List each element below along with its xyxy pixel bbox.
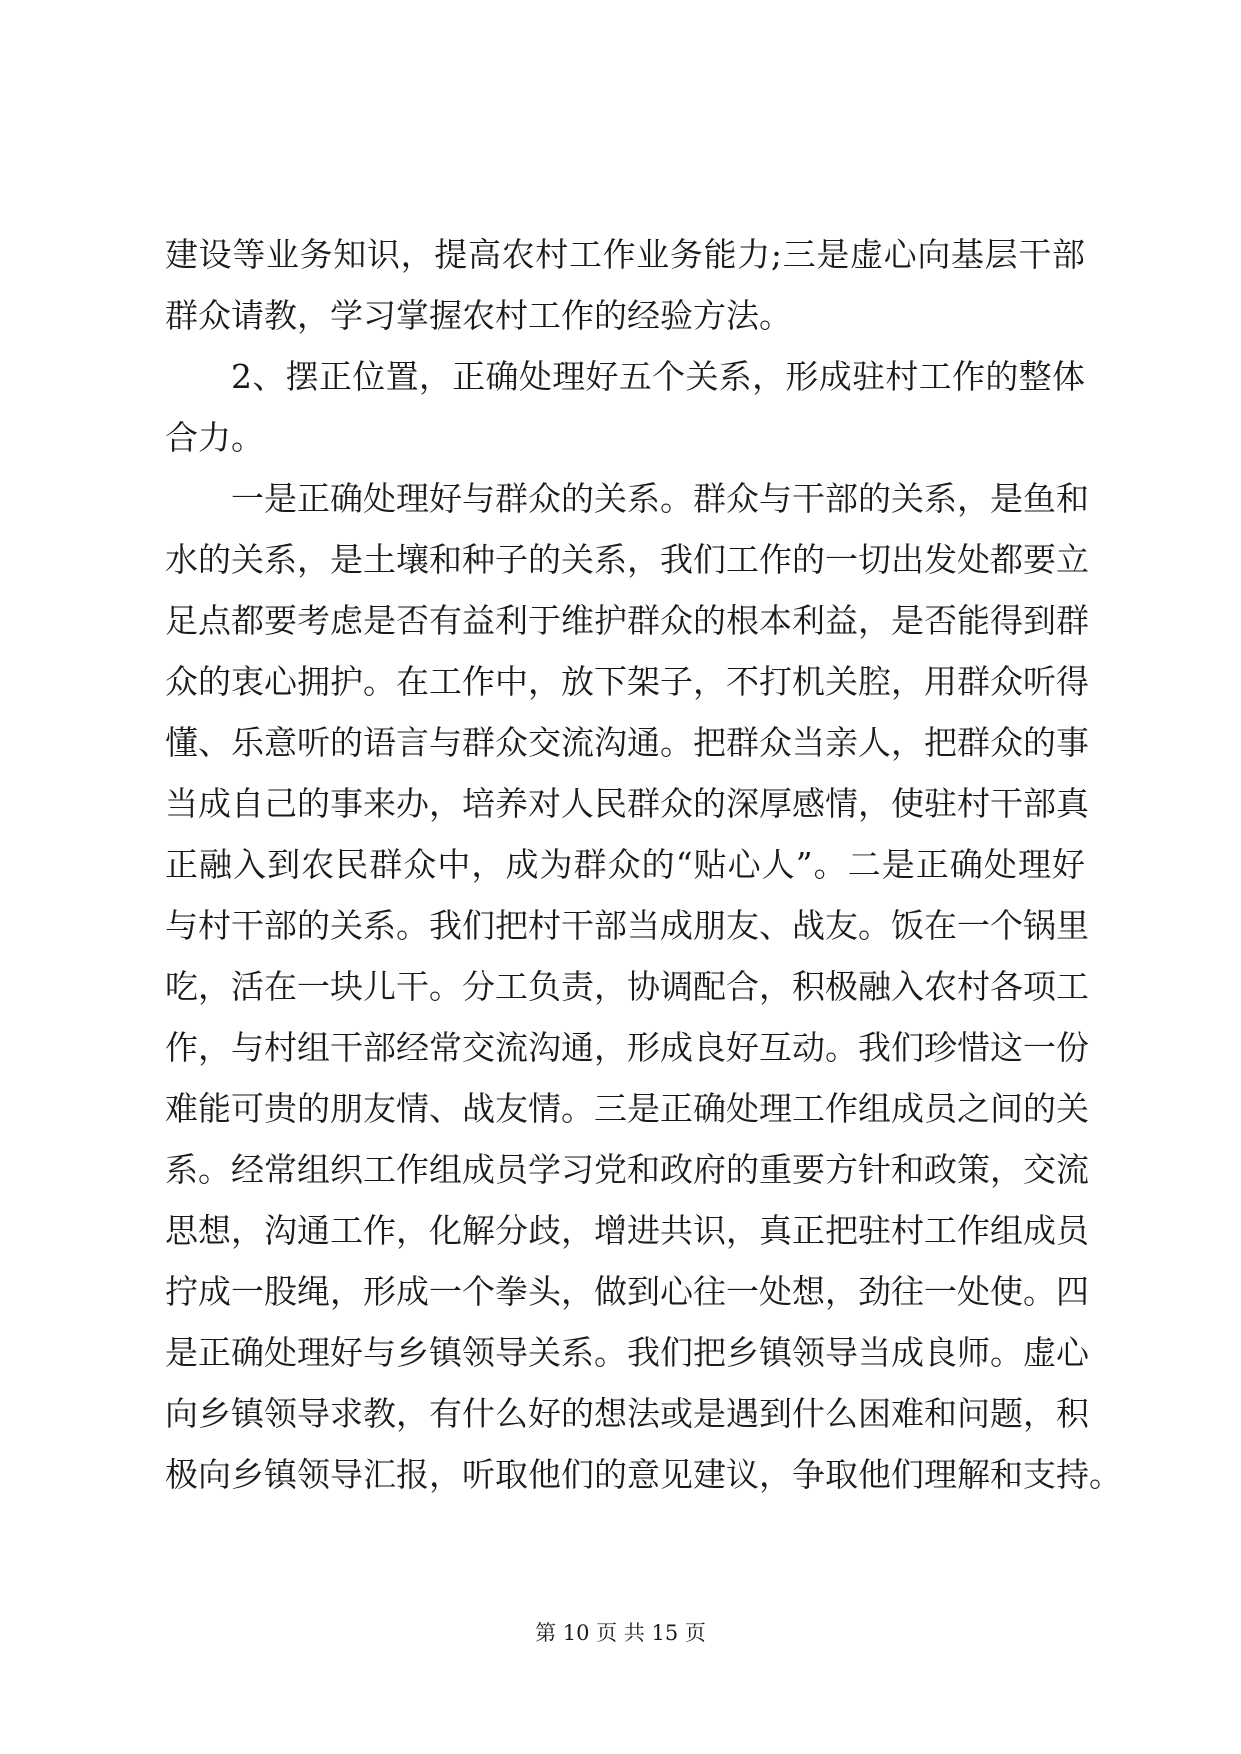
section-heading-line: 合力。 <box>165 418 264 457</box>
text-line: 懂、乐意听的语言与群众交流沟通。把群众当亲人，把群众的事 <box>165 723 1089 762</box>
text-line: 与村干部的关系。我们把村干部当成朋友、战友。饭在一个锅里 <box>165 906 1089 945</box>
text-line: 足点都要考虑是否有益利于维护群众的根本利益，是否能得到群 <box>165 601 1089 640</box>
text-line: 群众请教，学习掌握农村工作的经验方法。 <box>165 296 792 335</box>
text-line: 众的衷心拥护。在工作中，放下架子，不打机关腔，用群众听得 <box>165 662 1089 701</box>
page-number-footer: 第 10 页 共 15 页 <box>535 1621 706 1645</box>
text-line: 难能可贵的朋友情、战友情。三是正确处理工作组成员之间的关 <box>165 1089 1089 1128</box>
text-line: 正融入到农民群众中，成为群众的“贴心人”。二是正确处理好 <box>165 845 1085 884</box>
text-line: 系。经常组织工作组成员学习党和政府的重要方针和政策，交流 <box>165 1150 1089 1189</box>
text-line: 当成自己的事来办，培养对人民群众的深厚感情，使驻村干部真 <box>165 784 1089 823</box>
section-heading-line: 2、摆正位置，正确处理好五个关系，形成驻村工作的整体 <box>231 357 1085 396</box>
text-line: 思想，沟通工作，化解分歧，增进共识，真正把驻村工作组成员 <box>165 1211 1089 1250</box>
text-line: 建设等业务知识，提高农村工作业务能力;三是虚心向基层干部 <box>165 235 1085 274</box>
text-line: 是正确处理好与乡镇领导关系。我们把乡镇领导当成良师。虚心 <box>165 1333 1089 1372</box>
text-line: 极向乡镇领导汇报，听取他们的意见建议，争取他们理解和支持。 <box>165 1455 1122 1494</box>
paragraph-first-line: 一是正确处理好与群众的关系。群众与干部的关系，是鱼和 <box>231 479 1089 518</box>
document-body <box>165 224 1122 1505</box>
text-line: 作，与村组干部经常交流沟通，形成良好互动。我们珍惜这一份 <box>165 1028 1089 1067</box>
text-line: 拧成一股绳，形成一个拳头，做到心往一处想，劲往一处使。四 <box>165 1272 1089 1311</box>
text-line: 吃，活在一块儿干。分工负责，协调配合，积极融入农村各项工 <box>165 967 1089 1006</box>
text-line: 水的关系，是土壤和种子的关系，我们工作的一切出发处都要立 <box>165 540 1089 579</box>
text-line: 向乡镇领导求教，有什么好的想法或是遇到什么困难和问题，积 <box>165 1394 1089 1433</box>
